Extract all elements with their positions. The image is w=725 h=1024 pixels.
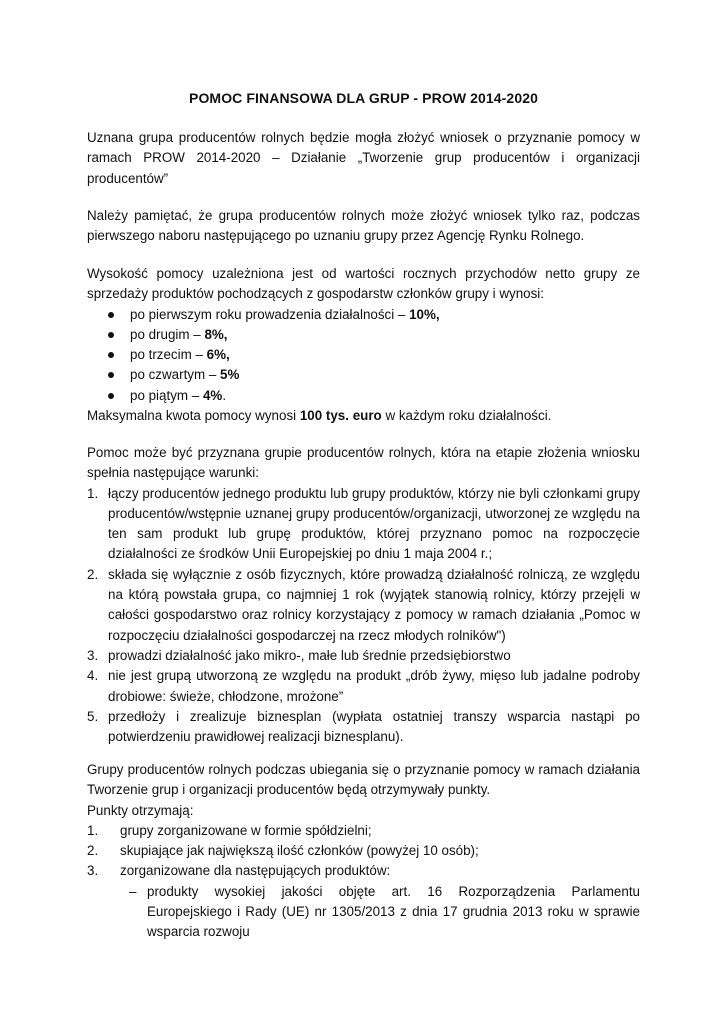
aid-amount-paragraph — [87, 264, 640, 426]
list-item: po czwartym – 5% — [87, 365, 640, 385]
list-item: 2. skupiające jak największą ilość członków (powyżej 10 osób); — [87, 843, 479, 859]
list-item: po trzecim – 6%, — [87, 345, 640, 365]
list-item: po pierwszym roku prowadzenia działalności – 10%, — [87, 305, 640, 325]
list-item: 1. grupy zorganizowane w formie spółdzielni; — [87, 822, 372, 838]
max-amount-line: Maksymalna kwota pomocy wynosi 100 tys. euro w każdym roku działalności. — [87, 408, 552, 424]
bullet-icon — [108, 352, 114, 358]
list-item: po piątym – 4%. — [87, 386, 640, 406]
list-item: 4. nie jest grupą utworzoną ze względu na produkt „drób żywy, mięso lub jadalne podroby drobiowe: świeże, chłodzone, mrożone” — [87, 668, 640, 704]
bullet-icon — [108, 332, 114, 338]
bullet-icon — [108, 393, 114, 399]
intro-paragraph: Uznana grupa producentów rolnych będzie mogła złożyć wniosek o przyznanie pomocy w ramach PROW 2014-2020 – Działanie „Tworzenie grup producentów i organizacji producentów” — [87, 130, 640, 186]
points-intro: Grupy producentów rolnych podczas ubiegania się o przyznanie pomocy w ramach działania Tworzenie grup i organizacji producentów będą otrzymywały punkty. — [87, 762, 640, 798]
list-item: 1. łączy producentów jednego produktu lub grupy produktów, którzy nie byli członkami grupy producentów/wstępnie uznanej grupy producentów/organizacji, utworzonej ze względu na ten sam produkt lub grupę produktów, której przyznano pomoc na rozpoczęcie działalności ze środków Unii Europejskiej po dniu 1 maja 2004 r.; — [87, 485, 640, 562]
points-section — [87, 760, 640, 943]
bullet-icon — [108, 312, 114, 318]
list-item: 2. składa się wyłącznie z osób fizycznych, które prowadzą działalność rolniczą, ze względu na którą powstała grupa, co najmniej 1 rok (wyjątek stanowią rolnicy, którzy przejęli w całości gospodarstwo oraz rolnicy korzystający z pomocy w ramach działania „Pomoc w rozpoczęciu działalności gospodarczej na rzecz młodych rolników") — [87, 566, 640, 643]
points-label: Punkty otrzymają: — [87, 802, 194, 818]
list-item: 3. zorganizowane dla następujących produktów: — [87, 863, 391, 879]
rates-list — [87, 305, 640, 406]
aid-amount-intro: Wysokość pomocy uzależniona jest od wartości rocznych przychodów netto grupy ze sprzedaży produktów pochodzących z gospodarstw członków grupy i wynosi: — [87, 266, 640, 302]
sub-list-item: – produkty wysokiej jakości objęte art. 16 Rozporządzenia Parlamentu Europejskiego i Rady (UE) nr 1305/2013 z dnia 17 grudnia 2013 roku w sprawie wsparcia rozwoju — [129, 883, 640, 940]
list-item: 5. przedłoży i zrealizuje biznesplan (wypłata ostatniej transzy wsparcia nastąpi po potwierdzeniu prawidłowej realizacji biznesplanu). — [87, 708, 640, 745]
bullet-icon — [108, 372, 114, 378]
dash-icon: – — [129, 883, 137, 899]
page-title: POMOC FINANSOWA DLA GRUP - PROW 2014-2020 — [189, 90, 538, 106]
list-item: 3. prowadzi działalność jako mikro-, małe lub średnie przedsiębiorstwo — [87, 647, 511, 663]
points-list — [87, 821, 640, 882]
note-paragraph: Należy pamiętać, że grupa producentów rolnych może złożyć wniosek tylko raz, podczas pierwszego naboru następującego po uznaniu grupy przez Agencję Rynku Rolnego. — [87, 208, 640, 244]
conditions-list — [87, 484, 640, 748]
conditions-section — [87, 443, 640, 747]
list-item: po drugim – 8%, — [87, 325, 640, 345]
conditions-intro: Pomoc może być przyznana grupie producentów rolnych, która na etapie złożenia wniosku spełnia następujące warunki: — [87, 445, 640, 481]
